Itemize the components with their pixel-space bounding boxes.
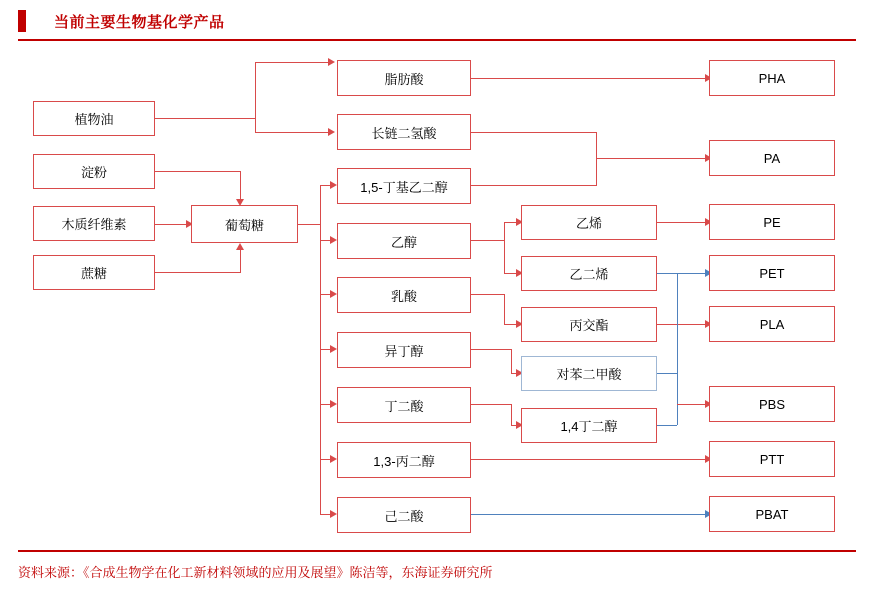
connector bbox=[298, 224, 320, 225]
node-fatty-acid[interactable] bbox=[337, 60, 471, 96]
node-label: PBAT bbox=[755, 506, 789, 522]
node-label: 乙醇 bbox=[390, 234, 417, 250]
arrow-head bbox=[330, 181, 337, 189]
connector bbox=[471, 349, 511, 350]
connector bbox=[657, 324, 708, 325]
node-lactic-acid[interactable] bbox=[337, 277, 471, 313]
node-pet[interactable] bbox=[709, 255, 835, 291]
connector bbox=[255, 62, 330, 63]
connector bbox=[240, 171, 241, 201]
node-starch[interactable] bbox=[33, 154, 155, 189]
connector bbox=[471, 404, 511, 405]
arrow-head bbox=[330, 290, 337, 298]
node-label: 葡萄糖 bbox=[224, 217, 264, 233]
node-label: 异丁醇 bbox=[384, 343, 424, 359]
node-ptt[interactable] bbox=[709, 441, 835, 477]
connector bbox=[657, 222, 708, 223]
node-pe[interactable] bbox=[709, 204, 835, 240]
node-label: 己二酸 bbox=[384, 508, 424, 524]
node-label: 脂肪酸 bbox=[384, 71, 424, 87]
connector bbox=[471, 294, 504, 295]
connector bbox=[255, 62, 256, 119]
source-note: 资料来源：《合成生物学在化工新材料领域的应用及展望》陈洁等，东海证券研究所 bbox=[18, 565, 493, 580]
connector bbox=[471, 132, 596, 133]
node-label: PA bbox=[763, 150, 781, 166]
arrow-head bbox=[330, 455, 337, 463]
node-1-3-propanediol[interactable] bbox=[337, 442, 471, 478]
node-label: 淀粉 bbox=[80, 165, 107, 180]
connector bbox=[155, 171, 240, 172]
connector bbox=[155, 224, 190, 225]
node-label: 1,3-丙二醇 bbox=[373, 453, 435, 469]
node-label: 乳酸 bbox=[390, 288, 417, 304]
footer-divider bbox=[18, 550, 856, 552]
connector bbox=[155, 118, 255, 119]
arrow-head bbox=[328, 128, 335, 136]
connector bbox=[471, 185, 596, 186]
arrow-head bbox=[330, 400, 337, 408]
connector bbox=[677, 273, 678, 425]
connector bbox=[471, 78, 708, 79]
arrow-head bbox=[330, 345, 337, 353]
connector bbox=[471, 240, 504, 241]
node-label: 1,4丁二醇 bbox=[560, 419, 618, 434]
node-lignocellulose[interactable] bbox=[33, 206, 155, 241]
node-glucose[interactable] bbox=[191, 205, 298, 243]
node-label: 对苯二甲酸 bbox=[556, 367, 622, 382]
node-1-5-butyl-glycol[interactable] bbox=[337, 168, 471, 204]
connector bbox=[320, 185, 321, 515]
node-isobutanol[interactable] bbox=[337, 332, 471, 368]
node-ethylene[interactable] bbox=[521, 205, 657, 240]
connector bbox=[657, 425, 677, 426]
connector bbox=[255, 118, 256, 132]
node-adipic-acid[interactable] bbox=[337, 497, 471, 533]
node-label: 丁二酸 bbox=[384, 398, 424, 414]
node-label: PBS bbox=[758, 396, 785, 412]
connector bbox=[511, 404, 512, 425]
connector bbox=[657, 373, 677, 374]
connector bbox=[596, 132, 597, 158]
connector bbox=[511, 349, 512, 373]
node-1-4-butanediol[interactable] bbox=[521, 408, 657, 443]
arrow-head bbox=[328, 58, 335, 66]
node-pa[interactable] bbox=[709, 140, 835, 176]
connector bbox=[504, 222, 505, 274]
connector bbox=[155, 272, 240, 273]
node-ethanol[interactable] bbox=[337, 223, 471, 259]
connector bbox=[471, 514, 708, 515]
node-label: 植物油 bbox=[74, 112, 114, 127]
connector bbox=[596, 158, 597, 186]
page-title: 当前主要生物基化学产品 bbox=[54, 14, 225, 31]
node-label: PHA bbox=[758, 70, 786, 86]
node-label: 乙二烯 bbox=[569, 267, 609, 282]
node-pbat[interactable] bbox=[709, 496, 835, 532]
node-terephthalic-acid[interactable] bbox=[521, 356, 657, 391]
node-label: 蔗糖 bbox=[80, 266, 107, 281]
arrow-head bbox=[330, 236, 337, 244]
connector bbox=[677, 404, 708, 405]
arrow-head bbox=[236, 243, 244, 250]
node-long-chain-diacid[interactable] bbox=[337, 114, 471, 150]
node-pbs[interactable] bbox=[709, 386, 835, 422]
node-pha[interactable] bbox=[709, 60, 835, 96]
node-sucrose[interactable] bbox=[33, 255, 155, 290]
node-vegetable-oil[interactable] bbox=[33, 101, 155, 136]
node-label: 1,5-丁基乙二醇 bbox=[360, 179, 448, 195]
node-ethylene-diene[interactable] bbox=[521, 256, 657, 291]
connector bbox=[255, 132, 330, 133]
node-label: PE bbox=[763, 214, 781, 230]
header-divider bbox=[18, 39, 856, 41]
connector bbox=[504, 294, 505, 324]
node-label: 乙烯 bbox=[575, 216, 602, 231]
node-label: PLA bbox=[759, 316, 785, 332]
node-pla[interactable] bbox=[709, 306, 835, 342]
arrow-head bbox=[330, 510, 337, 518]
connector bbox=[240, 246, 241, 273]
node-label: PTT bbox=[759, 451, 785, 467]
connector bbox=[596, 158, 708, 159]
connector bbox=[657, 273, 708, 274]
node-label: 木质纤维素 bbox=[61, 217, 127, 232]
node-lactide[interactable] bbox=[521, 307, 657, 342]
node-label: 长链二氢酸 bbox=[371, 125, 437, 141]
node-label: 丙交酯 bbox=[569, 318, 609, 333]
node-label: PET bbox=[759, 265, 785, 281]
node-succinic-acid[interactable] bbox=[337, 387, 471, 423]
header-accent-bar bbox=[18, 10, 26, 32]
connector bbox=[471, 459, 708, 460]
